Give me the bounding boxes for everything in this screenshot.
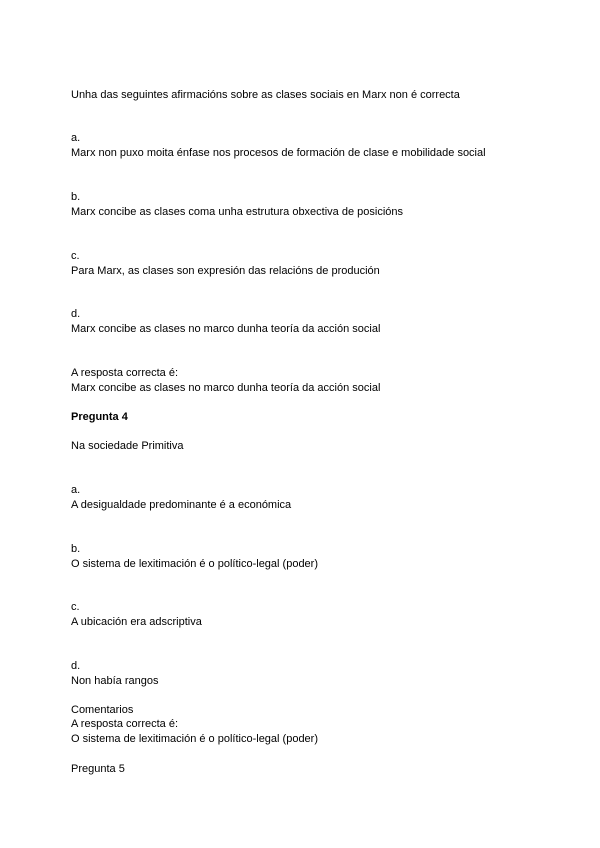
- q4-answer-text: O sistema de lexitimación é o político-legal (poder): [71, 733, 319, 745]
- q4-option-d-letter: d.: [71, 660, 81, 672]
- q3-answer-label: A resposta correcta é:: [71, 367, 178, 379]
- q3-option-d-text: Marx concibe as clases no marco dunha teoría da acción social: [71, 323, 381, 335]
- q3-option-c-text: Para Marx, as clases son expresión das relacións de produción: [71, 265, 380, 277]
- q4-option-c-text: A ubicación era adscriptiva: [71, 616, 202, 628]
- q3-option-d-letter: d.: [71, 308, 81, 320]
- question-4-text: Na sociedade Primitiva: [71, 440, 184, 452]
- question-4-heading: Pregunta 4: [71, 411, 128, 423]
- question-5-heading: Pregunta 5: [71, 763, 125, 775]
- question-3-text: Unha das seguintes afirmacións sobre as clases sociais en Marx non é correcta: [71, 89, 460, 101]
- q4-option-a-letter: a.: [71, 484, 81, 496]
- q4-option-a-text: A desigualdade predominante é a económica: [71, 499, 292, 511]
- q4-option-d-text: Non había rangos: [71, 675, 159, 687]
- q3-option-b-text: Marx concibe as clases coma unha estrutura obxectiva de posicións: [71, 206, 404, 218]
- q4-option-c-letter: c.: [71, 601, 80, 613]
- q3-option-b-letter: b.: [71, 191, 81, 203]
- q3-answer-text: Marx concibe as clases no marco dunha teoría da acción social: [71, 382, 381, 394]
- q3-option-c-letter: c.: [71, 250, 80, 262]
- q4-option-b-letter: b.: [71, 543, 81, 555]
- q3-option-a-text: Marx non puxo moita énfase nos procesos de formación de clase e mobilidade social: [71, 147, 486, 159]
- q3-option-a-letter: a.: [71, 132, 81, 144]
- q4-answer-label: A resposta correcta é:: [71, 718, 178, 730]
- q4-option-b-text: O sistema de lexitimación é o político-legal (poder): [71, 558, 319, 570]
- q4-comments-label: Comentarios: [71, 704, 134, 716]
